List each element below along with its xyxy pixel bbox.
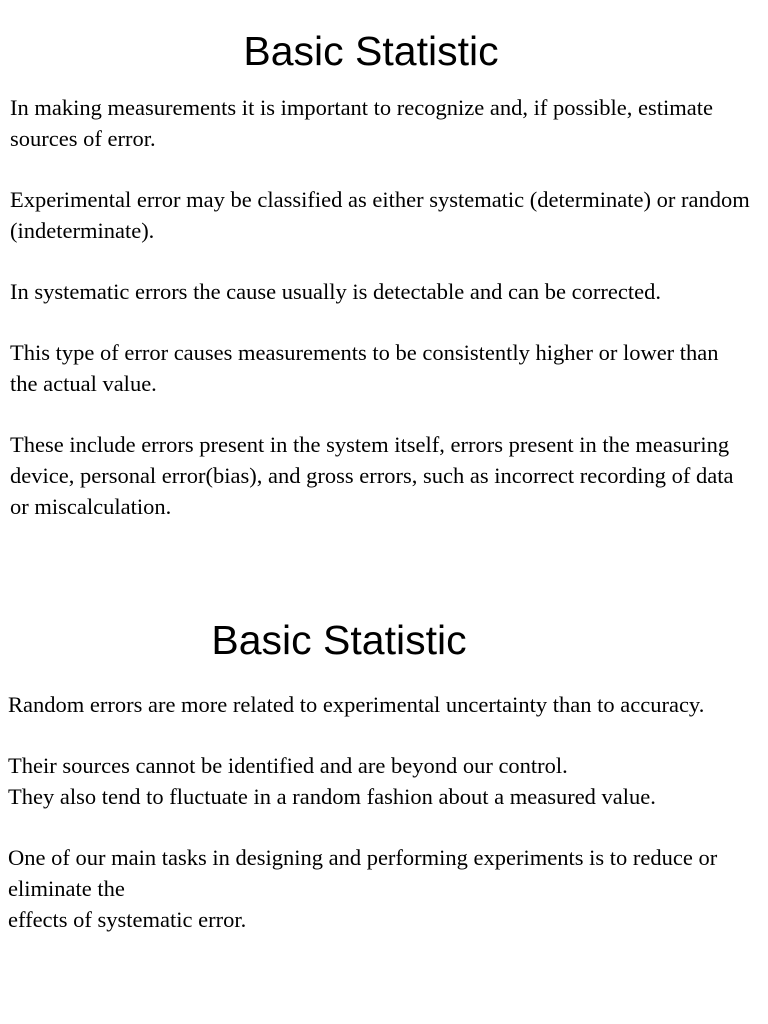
paragraph: Experimental error may be classified as either systematic (determinate) or random (indeterminate). — [10, 187, 750, 243]
paragraph: This type of error causes measurements to be consistently higher or lower than the actual value. — [10, 340, 719, 396]
section-title: Basic Statistic — [243, 28, 499, 74]
section-title: Basic Statistic — [211, 617, 467, 663]
paragraph-line: effects of systematic error. — [8, 907, 247, 932]
paragraph: In making measurements it is important to recognize and, if possible, estimate sources of error. — [10, 95, 713, 151]
paragraph: These include errors present in the system itself, errors present in the measuring device, personal error(bias), and gross errors, such as incorrect recording of data or miscalculation. — [10, 432, 734, 519]
paragraph: In systematic errors the cause usually is detectable and can be corrected. — [10, 279, 661, 304]
slide-section-1 — [0, 26, 768, 522]
slide-section-2 — [0, 615, 768, 935]
paragraph-line: One of our main tasks in designing and performing experiments is to reduce or eliminate the — [8, 845, 718, 901]
paragraph-line: They also tend to fluctuate in a random fashion about a measured value. — [8, 784, 656, 809]
paragraph: Random errors are more related to experimental uncertainty than to accuracy. — [8, 692, 705, 717]
paragraph-multiline — [0, 750, 748, 812]
paragraph-line: Their sources cannot be identified and are beyond our control. — [8, 753, 568, 778]
paragraph-multiline — [0, 842, 748, 935]
